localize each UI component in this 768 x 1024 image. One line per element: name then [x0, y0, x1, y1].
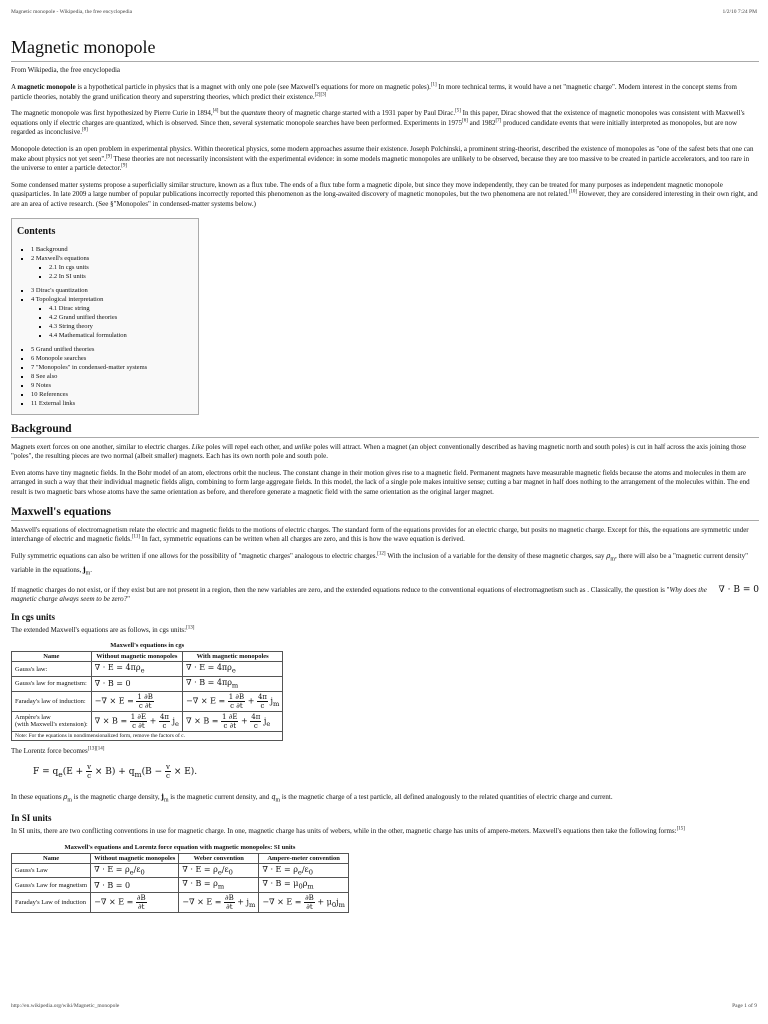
header-page-title: Magnetic monopole - Wikipedia, the free encyclopedia	[11, 9, 133, 15]
citation[interactable]: [9]	[121, 163, 128, 169]
subsection-heading-cgs: In cgs units	[11, 611, 56, 622]
cgs-intro: The extended Maxwell's equations are as follows, in cgs units:[13]	[11, 625, 195, 634]
site-subtitle: From Wikipedia, the free encyclopedia	[11, 66, 121, 74]
si-intro: In SI units, there are two conflicting conventions in use for magnetic charge. In one, magnetic charge has units of webers, while in the other, magnetic charge has units of ampere-meters. Maxwell's equations then take the following forms:[15]	[11, 826, 685, 836]
toc-link[interactable]: 3 Dirac's quantization	[31, 286, 88, 294]
print-footer	[11, 1003, 757, 1013]
citation[interactable]: [4]	[212, 108, 219, 114]
toc-link[interactable]: 4.3 String theory	[49, 322, 93, 330]
toc-title: Contents	[17, 225, 56, 237]
footer-page-number: Page 1 of 9	[732, 1003, 757, 1009]
toc-link[interactable]: 4.2 Grand unified theories	[49, 313, 118, 321]
citation[interactable]: [12]	[377, 551, 386, 557]
toc-link[interactable]: 11 External links	[31, 399, 76, 407]
table-header-row: Name Without magnetic monopoles With magnetic monopoles	[12, 652, 283, 662]
toc-link[interactable]: 10 References	[31, 390, 68, 398]
intro-paragraph-1: A magnetic monopole is a hypothetical particle in physics that is a magnet with only one pole (see Maxwell's equations for more on magnetic poles).[1] In more technical terms, it would have a net "magnetic charge". Modern interest in the concept stems from particle theories, notably the grand unification theory and superstring theories, which predict their existence.[2][3]	[11, 82, 737, 101]
cgs-equations-table	[11, 642, 283, 740]
cgs-explanation: In these equations $\rho_m$ is the magnetic charge density, $j_m$ is the magnetic current density, and $q_m$ is the magnetic charge of a test particle, all defined analogously to the related quantities of electric charge and current.	[11, 792, 613, 804]
toc-link[interactable]: 8 See also	[31, 372, 58, 380]
toc-link[interactable]: 2.1 In cgs units	[49, 263, 89, 271]
background-paragraph-1: Magnets exert forces on one another, similar to electric charges. Like poles will repel each other, and unlike poles will attract. When a magnet (an object conventionally described as having magnetic north and south poles) is cut in half across the axis joining those "poles", the resulting pieces are two normal (albeit smaller) magnets. Each has its own north pole and south pole.	[11, 442, 746, 461]
subsection-heading-si: In SI units	[11, 813, 52, 824]
citation[interactable]: [11]	[131, 534, 141, 540]
gauss-magnetism-equation: ∇ · B = 0	[718, 584, 759, 595]
toc-list	[17, 245, 193, 408]
table-row: Gauss's Law ∇ · $E = \rho_e/\varepsilon_0$ ∇ · $E = \rho_e/\varepsilon_0$ ∇ · $E = \rho_e/\varepsilon_0$	[12, 863, 349, 878]
toc-link[interactable]: 5 Grand unified theories	[31, 345, 95, 353]
table-of-contents	[11, 218, 199, 415]
table-row: Faraday's Law of induction −∇ × E = $\frac{\partial B}{\partial t}$ −∇ × E = $\frac{\partial B}{\partial t}$ + $j_m$ −∇ × E = $\frac{\partial B}{\partial t}$ + $\mu_0j_m$	[12, 892, 349, 912]
toc-link[interactable]: 6 Monopole searches	[31, 354, 87, 362]
citation[interactable]: [13]	[186, 625, 195, 631]
table-caption: Maxwell's equations in cgs	[110, 642, 185, 650]
table-header-row: Name Without magnetic monopoles Weber convention Ampere-meter convention	[12, 853, 349, 863]
toc-link[interactable]: 9 Notes	[31, 381, 52, 389]
table-row: Gauss's Law for magnetism ∇ · B = 0 ∇ · $B = \rho_m$ ∇ · $B = \mu_0\rho_m$	[12, 878, 349, 893]
page-title: Magnetic monopole	[11, 37, 759, 62]
toc-link[interactable]: 4 Topological interpretation	[31, 295, 104, 303]
citation[interactable]: [15]	[676, 826, 685, 832]
citation[interactable]: [9]	[106, 154, 112, 160]
article-content	[11, 32, 759, 919]
background-paragraph-2: Even atoms have tiny magnetic fields. In the Bohr model of an atom, electrons orbit the nucleus. The constant change in their motion gives rise to a magnetic field. Permanent magnets have measurable magnetic fields because the atoms and molecules in them are arranged in such a way that their individual magnetic fields align, combining to form large aggregate fields. In this model, the lack of a single pole makes intuitive sense; cutting a bar magnet in half does nothing to the arrangement of the molecules within. The end result is two magnetic bars whose atoms have the same orientation as before, and therefore generate a magnetic field with the same orientation as the original larger magnet.	[11, 468, 750, 496]
toc-link[interactable]: 4.4 Mathematical formulation	[49, 331, 127, 339]
citation[interactable]: [2][3]	[314, 92, 327, 98]
footer-url: http://en.wikipedia.org/wiki/Magnetic_monopole	[11, 1003, 120, 1009]
table-row: Faraday's law of induction: −∇ × E = $\frac{1 \partial B}{c \partial t}$ −∇ × E = $\frac{1 \partial B}{c \partial t}$ + $\frac{4\pi}{c}$ $j_m$	[12, 691, 283, 711]
intro-paragraph-3: Monopole detection is an open problem in experimental physics. Within theoretical physics, some modern approaches assume their existence. Joseph Polchinski, a prominent string-theorist, described the existence of monopoles as "one of the safest bets that one can make about physics not yet seen".[9] These theories are not necessarily inconsistent with the experimental evidence: in some models magnetic monopoles are unlikely to be observed, because they are too massive to be created in particle accelerators, and too rare in the universe to enter a particle detector.[9]	[11, 144, 754, 173]
term-magnetic-monopole: magnetic monopole	[17, 83, 76, 91]
si-equations-table	[11, 844, 349, 913]
maxwell-paragraph-2: Fully symmetric equations can also be written if one allows for the possibility of "magnetic charges" analogous to electric charges.[12] With the inclusion of a variable for the density of these magnetic charges, say $\rho_m$, there will also be a "magnetic current density" variable in the equations, $j_m$.	[11, 551, 748, 577]
citation[interactable]: [10]	[568, 190, 578, 196]
citation[interactable]: [8]	[81, 128, 88, 134]
table-row: Note: For the equations in nondimensionalized form, remove the factors of c.	[12, 731, 283, 740]
table-caption: Maxwell's equations and Lorentz force equation with magnetic monopoles: SI units	[64, 843, 296, 851]
toc-link[interactable]: 2.2 In SI units	[49, 272, 86, 280]
intro-paragraph-4: Some condensed matter systems propose a superficially similar structure, known as a flux tube. The ends of a flux tube form a magnetic dipole, but since they move independently, they can be treated for many purposes as independent magnetic monopole quasiparticles. In late 2009 a large number of popular publications incorrectly reported this phenomenon as the long-awaited discovery of magnetic monopoles, but the two phenomena are not related.[10] However, they are considered interesting in their own right, and are an area of active research. (See §"Monopoles" in condensed-matter systems below.)	[11, 180, 758, 208]
table-row: Gauss's law for magnetism: ∇ · B = 0 ∇ · $B = 4\pi\rho_m$	[12, 677, 283, 692]
citation[interactable]: [7]	[495, 118, 502, 124]
table-row: Gauss's law: ∇ · $E = 4\pi\rho_e$ ∇ · $E = 4\pi\rho_e$	[12, 662, 283, 677]
maxwell-paragraph-3: ∇ · B = 0 If magnetic charges do not exist, or if they exist but are not present in a region, then the new variables are zero, and the extended equations reduce to the conventional equations of electromagnetism such as . Classically, the question is "Why does the magnetic charge always seem to be zero?"	[11, 584, 759, 604]
citation[interactable]: [5]	[455, 108, 461, 114]
section-heading-maxwell: Maxwell's equations	[11, 506, 759, 521]
toc-link[interactable]: 7 "Monopoles" in condensed-matter systems	[31, 363, 148, 371]
maxwell-paragraph-1: Maxwell's equations of electromagnetism relate the electric and magnetic fields to the motions of electric charges. The standard form of the equations provides for an electric charge, but posits no magnetic charge. Except for this, the equations are symmetric under interchange of electric and magnetic fields.[11] In fact, symmetric equations can be written when all charges are zero, and this is how the wave equation is derived.	[11, 525, 749, 544]
citation[interactable]: [1]	[430, 82, 437, 88]
toc-link[interactable]: 1 Background	[31, 245, 68, 253]
intro-paragraph-2: The magnetic monopole was first hypothesized by Pierre Curie in 1894,[4] but the quantum theory of magnetic charge started with a 1931 paper by Paul Dirac.[5] In this paper, Dirac showed that the existence of magnetic monopoles was consistent with Maxwell's equations only if electric charges are quantized, which is observed. Since then, several systematic monopole searches have been performed. Experiments in 1975[6] and 1982[7] produced candidate events that were initially interpreted as monopoles, but are now regarded as inconclusive.[8]	[11, 108, 745, 137]
lorentz-force-equation: $F = q_e(E$ + $\frac{v}{c}$ × $B) + q_m(B$ − $\frac{v}{c}$ × E).	[33, 763, 198, 781]
citation[interactable]: [13][14]	[87, 746, 105, 752]
toc-link[interactable]: 4.1 Dirac string	[49, 304, 90, 312]
table-row: Ampère's law (with Maxwell's extension): ∇ × B = $\frac{1 \partial E}{c \partial t}$ + $\frac{4\pi}{c}$ $j_e$ ∇ × B = $\frac{1 \partial E}{c \partial t}$ + $\frac{4\pi}{c}$ $j_e$	[12, 711, 283, 731]
print-header	[11, 9, 757, 19]
header-timestamp: 1/2/10 7:24 PM	[722, 9, 757, 15]
toc-link[interactable]: 2 Maxwell's equations	[31, 254, 90, 262]
lorentz-intro: The Lorentz force becomes[13][14]	[11, 746, 105, 755]
section-heading-background: Background	[11, 423, 759, 438]
citation[interactable]: [6]	[462, 118, 468, 124]
